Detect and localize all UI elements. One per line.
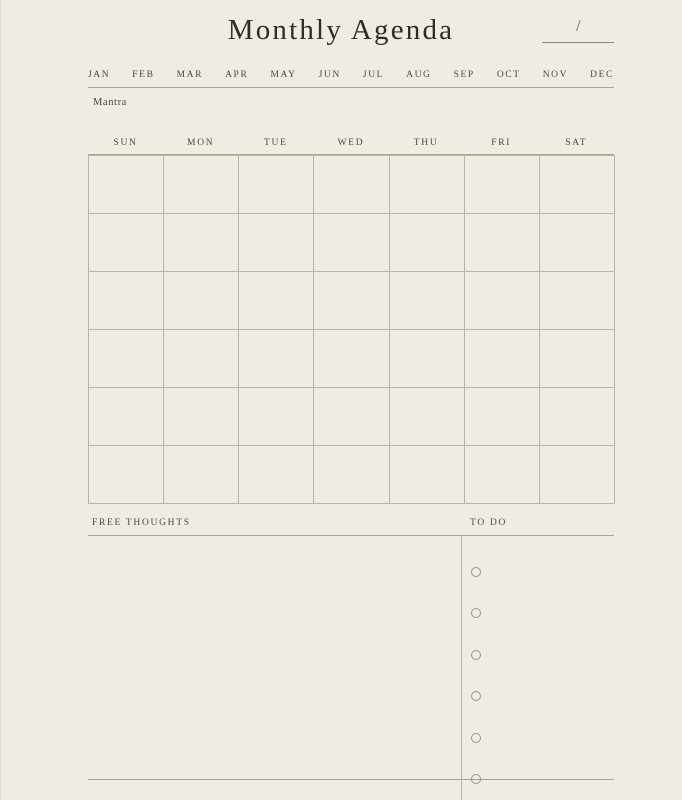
calendar-cell[interactable] <box>164 272 239 330</box>
calendar-cell[interactable] <box>239 446 314 504</box>
free-thoughts-heading: FREE THOUGHTS <box>92 518 191 528</box>
calendar-cell[interactable] <box>314 446 389 504</box>
to-do-item[interactable] <box>471 634 611 676</box>
to-do-item[interactable] <box>471 593 611 635</box>
month-jun[interactable]: JUN <box>318 70 341 80</box>
to-do-item[interactable] <box>471 759 611 800</box>
calendar-cell[interactable] <box>540 446 615 504</box>
calendar-cell[interactable] <box>164 214 239 272</box>
to-do-item[interactable] <box>471 551 611 593</box>
checkbox-circle-icon[interactable] <box>471 567 481 577</box>
day-header-wed: WED <box>337 138 365 148</box>
checkbox-circle-icon[interactable] <box>471 774 481 784</box>
calendar-week-row <box>89 330 615 388</box>
day-header-mon: MON <box>187 138 215 148</box>
day-header-thu: THU <box>413 138 439 148</box>
calendar-cell[interactable] <box>465 156 540 214</box>
mantra-label: Mantra <box>93 97 127 108</box>
calendar-cell[interactable] <box>239 272 314 330</box>
section-divider <box>461 535 462 800</box>
month-jul[interactable]: JUL <box>362 70 385 80</box>
calendar-week-row <box>89 446 615 504</box>
calendar-cell[interactable] <box>390 446 465 504</box>
month-aug[interactable]: AUG <box>406 70 432 80</box>
date-field[interactable] <box>542 12 614 43</box>
calendar-week-row <box>89 214 615 272</box>
page-header <box>0 0 682 60</box>
calendar-cell[interactable] <box>89 214 164 272</box>
calendar-cell[interactable] <box>239 388 314 446</box>
calendar-cell[interactable] <box>164 388 239 446</box>
day-header-tue: TUE <box>264 138 288 148</box>
checkbox-circle-icon[interactable] <box>471 608 481 618</box>
calendar-cell[interactable] <box>540 388 615 446</box>
day-header-sun: SUN <box>113 138 138 148</box>
to-do-list <box>471 551 611 800</box>
month-oct[interactable]: OCT <box>496 70 521 80</box>
to-do-item[interactable] <box>471 717 611 759</box>
calendar-cell[interactable] <box>314 330 389 388</box>
checkbox-circle-icon[interactable] <box>471 691 481 701</box>
page-left-edge <box>0 0 1 800</box>
calendar-week-row <box>89 156 615 214</box>
calendar-cell[interactable] <box>540 330 615 388</box>
calendar-cell[interactable] <box>89 388 164 446</box>
calendar-cell[interactable] <box>164 156 239 214</box>
month-may[interactable]: MAY <box>270 70 297 80</box>
calendar-cell[interactable] <box>314 272 389 330</box>
calendar-cell[interactable] <box>314 214 389 272</box>
calendar-cell[interactable] <box>239 156 314 214</box>
calendar-cell[interactable] <box>314 388 389 446</box>
month-mar[interactable]: MAR <box>176 70 204 80</box>
calendar-cell[interactable] <box>540 156 615 214</box>
calendar-cell[interactable] <box>465 446 540 504</box>
calendar-cell[interactable] <box>239 330 314 388</box>
date-separator: / <box>576 16 581 35</box>
calendar-cell[interactable] <box>314 156 389 214</box>
calendar-cell[interactable] <box>89 272 164 330</box>
calendar-cell[interactable] <box>465 214 540 272</box>
calendar-cell[interactable] <box>465 330 540 388</box>
calendar-cell[interactable] <box>465 272 540 330</box>
month-dec[interactable]: DEC <box>590 70 614 80</box>
calendar-grid <box>88 155 615 504</box>
calendar-cell[interactable] <box>390 156 465 214</box>
checkbox-circle-icon[interactable] <box>471 733 481 743</box>
calendar-week-row <box>89 272 615 330</box>
day-header-fri: FRI <box>491 138 512 148</box>
calendar-cell[interactable] <box>390 388 465 446</box>
calendar-week-row <box>89 388 615 446</box>
day-header-sat: SAT <box>565 138 588 148</box>
month-sep[interactable]: SEP <box>453 70 475 80</box>
calendar-cell[interactable] <box>390 330 465 388</box>
calendar-cell[interactable] <box>540 214 615 272</box>
calendar-cell[interactable] <box>465 388 540 446</box>
calendar-cell[interactable] <box>164 330 239 388</box>
calendar <box>88 138 614 504</box>
to-do-item[interactable] <box>471 676 611 718</box>
free-thoughts-area[interactable] <box>88 536 460 779</box>
bottom-sections <box>88 515 614 800</box>
calendar-cell[interactable] <box>390 214 465 272</box>
month-nov[interactable]: NOV <box>542 70 569 80</box>
page-title: Monthly Agenda <box>227 14 455 46</box>
calendar-cell[interactable] <box>89 330 164 388</box>
calendar-day-headers <box>88 138 614 155</box>
month-selector[interactable] <box>88 70 614 88</box>
calendar-cell[interactable] <box>89 156 164 214</box>
calendar-cell[interactable] <box>390 272 465 330</box>
calendar-cell[interactable] <box>239 214 314 272</box>
calendar-cell[interactable] <box>89 446 164 504</box>
checkbox-circle-icon[interactable] <box>471 650 481 660</box>
to-do-heading: TO DO <box>470 518 508 528</box>
calendar-cell[interactable] <box>540 272 615 330</box>
month-feb[interactable]: FEB <box>132 70 155 80</box>
month-apr[interactable]: APR <box>225 70 249 80</box>
calendar-cell[interactable] <box>164 446 239 504</box>
month-jan[interactable]: JAN <box>88 70 111 80</box>
